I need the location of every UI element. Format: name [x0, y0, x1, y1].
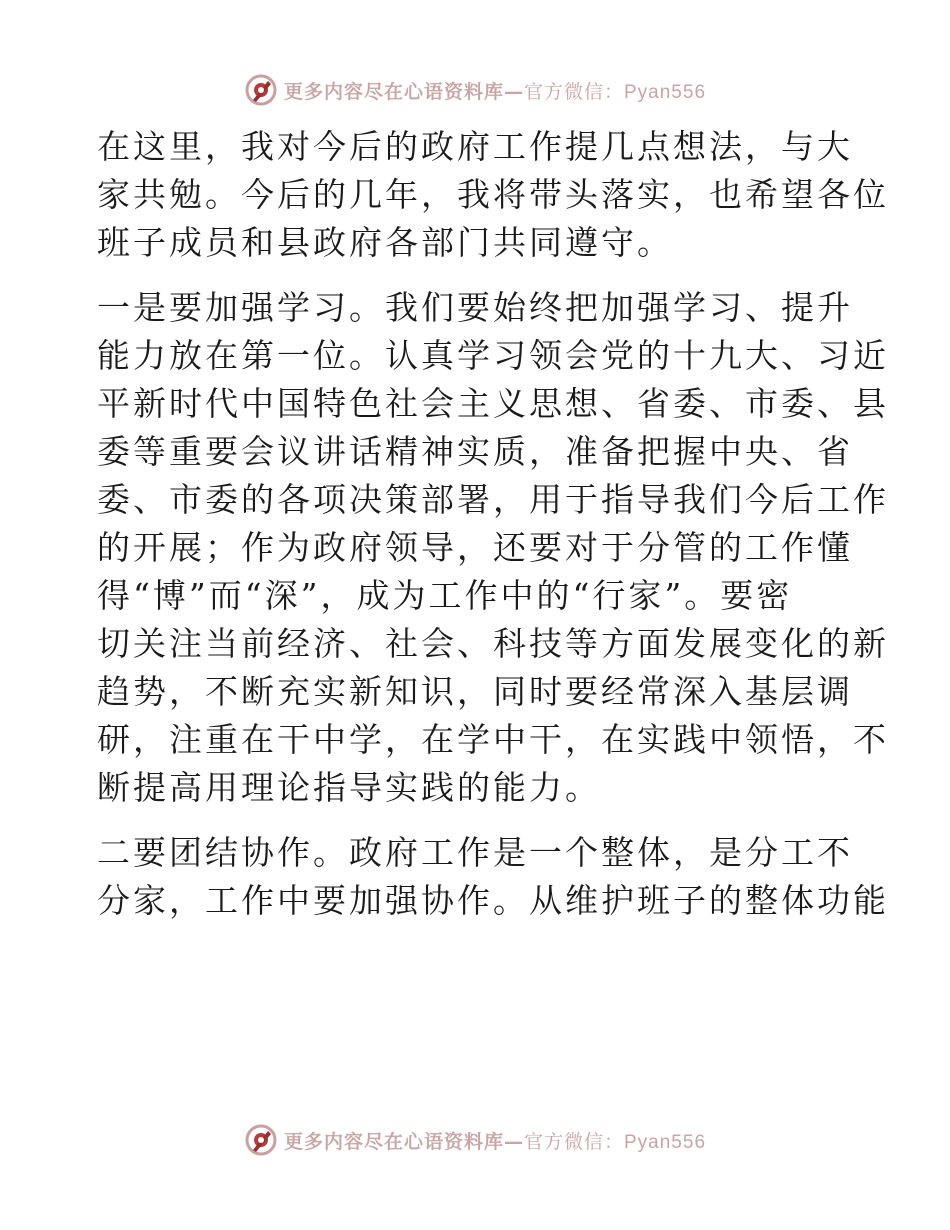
- paragraph-study: [97, 284, 889, 812]
- text-line: 能力放在第一位。认真学习领会党的十九大、习近: [97, 336, 889, 375]
- text-line: 趋势，不断充实新知识，同时要经常深入基层调: [97, 672, 853, 711]
- logo-icon: [244, 1123, 278, 1157]
- paragraph-intro: [97, 123, 889, 267]
- text-line: 在这里，我对今后的政府工作提几点想法，与大: [97, 127, 853, 166]
- text-line: 断提高用理论指导实践的能力。: [97, 768, 601, 807]
- watermark-text: 更多内容尽在心语资料库—官方微信：Pyan556: [283, 1130, 707, 1153]
- text-line: 分家，工作中要加强协作。从维护班子的整体功能: [97, 881, 889, 920]
- text-line: 研，注重在干中学，在学中干，在实践中领悟，不: [97, 720, 889, 759]
- text-line: 的开展；作为政府领导，还要对于分管的工作懂: [97, 528, 853, 567]
- text-line: 委、市委的各项决策部署，用于指导我们今后工作: [97, 480, 889, 519]
- text-line: 一是要加强学习。我们要始终把加强学习、提升: [97, 288, 853, 327]
- paragraph-cooperation: [97, 829, 889, 925]
- text-line: 家共勉。今后的几年，我将带头落实，也希望各位: [97, 175, 889, 214]
- footer-watermark: [0, 1120, 950, 1160]
- text-line: 委等重要会议讲话精神实质，准备把握中央、省: [97, 432, 853, 471]
- header-watermark: [0, 70, 950, 110]
- document-body: [97, 123, 889, 925]
- logo-icon: [244, 73, 278, 107]
- text-line: 得“博”而“深”，成为工作中的“行家”。要密: [97, 576, 793, 615]
- text-line: 平新时代中国特色社会主义思想、省委、市委、县: [97, 384, 889, 423]
- watermark-text: 更多内容尽在心语资料库—官方微信：Pyan556: [283, 80, 707, 103]
- text-line: 班子成员和县政府各部门共同遵守。: [97, 223, 673, 262]
- text-line: 二要团结协作。政府工作是一个整体，是分工不: [97, 833, 853, 872]
- text-line: 切关注当前经济、社会、科技等方面发展变化的新: [97, 624, 889, 663]
